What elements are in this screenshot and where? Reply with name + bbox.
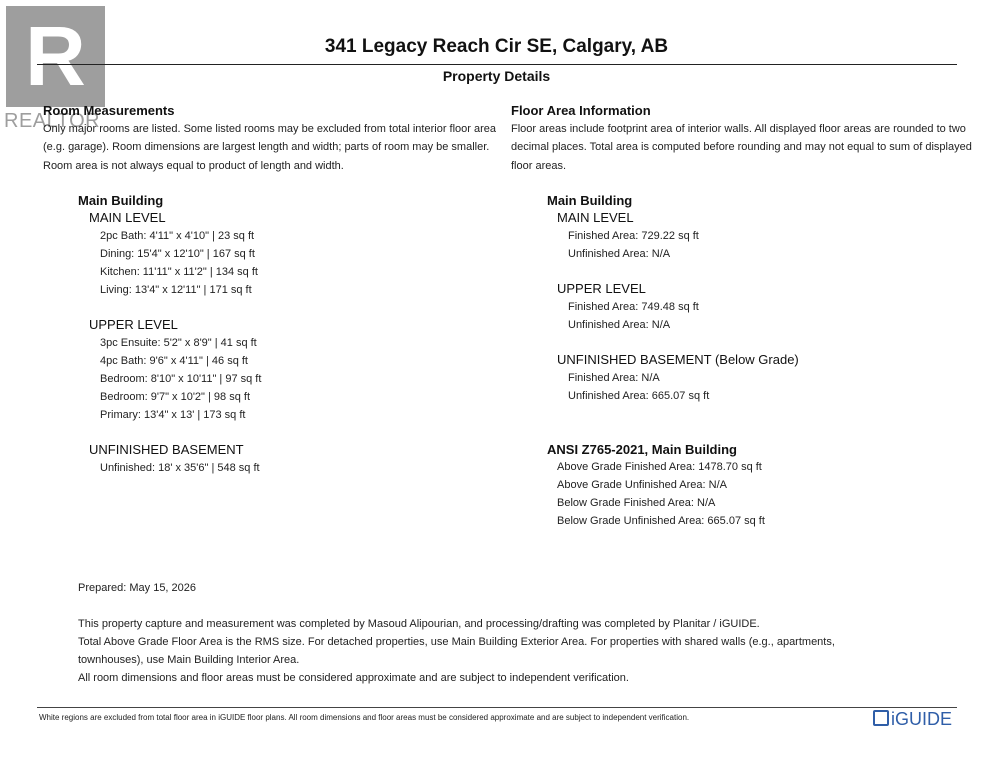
rooms-basement-label: UNFINISHED BASEMENT (89, 442, 244, 457)
iguide-brand-text: iGUIDE (891, 709, 953, 729)
room-item: 3pc Ensuite: 5'2" x 8'9" | 41 sq ft (100, 337, 257, 349)
area-basement-label: UNFINISHED BASEMENT (Below Grade) (557, 352, 799, 367)
desc-line: (e.g. garage). Room dimensions are largest length and width; parts of room may be smaller. (43, 141, 490, 154)
note-line: townhouses), use Main Building Interior Area. (78, 654, 300, 666)
realtor-logo-text: REALTOR (4, 110, 101, 132)
note-line: All room dimensions and floor areas must be considered approximate and are subject to independent verification. (78, 672, 629, 684)
note-line: This property capture and measurement was completed by Masoud Alipourian, and processing/drafting was completed by Planitar / iGUIDE. (78, 618, 760, 630)
area-building-title: Main Building (547, 193, 633, 208)
prepared-date: Prepared: May 15, 2026 (78, 582, 197, 594)
ansi-item: Above Grade Finished Area: 1478.70 sq ft (557, 461, 762, 473)
room-item: Living: 13'4" x 12'11" | 171 sq ft (100, 284, 252, 296)
area-item: Finished Area: 729.22 sq ft (568, 230, 699, 242)
room-item: Bedroom: 9'7" x 10'2" | 98 sq ft (100, 391, 251, 403)
ansi-item: Above Grade Unfinished Area: N/A (557, 479, 727, 491)
area-item: Unfinished Area: N/A (568, 248, 671, 260)
area-item: Unfinished Area: N/A (568, 319, 671, 331)
desc-line: decimal places. Total area is computed before rounding and may not equal to sum of displayed (511, 141, 972, 154)
desc-line: floor areas. (511, 159, 567, 172)
room-item: Kitchen: 11'11" x 11'2" | 134 sq ft (100, 266, 258, 278)
floor-area-title: Floor Area Information (511, 103, 651, 118)
room-item: Bedroom: 8'10" x 10'11" | 97 sq ft (100, 373, 262, 385)
room-item: 4pc Bath: 9'6" x 4'11" | 46 sq ft (100, 355, 248, 367)
note-line: Total Above Grade Floor Area is the RMS size. For detached properties, use Main Building Exterior Area. For properties with shared walls (e.g., apartments, (78, 636, 835, 648)
room-item: 2pc Bath: 4'11" x 4'10" | 23 sq ft (100, 230, 255, 242)
desc-line: Room area is not always equal to product of length and width. (43, 159, 344, 172)
iguide-logo-icon (873, 710, 889, 726)
room-measurements-title: Room Measurements (43, 103, 175, 118)
page-title: 341 Legacy Reach Cir SE, Calgary, AB (324, 36, 669, 57)
iguide-brand (873, 709, 952, 730)
rooms-main-level-label: MAIN LEVEL (89, 210, 166, 225)
floor-area-desc (511, 120, 972, 175)
ansi-item: Below Grade Finished Area: N/A (557, 497, 716, 509)
rooms-building-title: Main Building (78, 193, 164, 208)
notes (78, 615, 958, 687)
room-measurements-desc (43, 120, 496, 175)
ansi-title: ANSI Z765-2021, Main Building (547, 442, 737, 457)
rooms-upper-level-label: UPPER LEVEL (89, 317, 178, 332)
room-item: Unfinished: 18' x 35'6" | 548 sq ft (100, 462, 260, 474)
footer-note: White regions are excluded from total floor area in iGUIDE floor plans. All room dimensions and floor areas must be considered approximate and are subject to independent verification. (39, 713, 690, 722)
area-upper-level-label: UPPER LEVEL (557, 281, 646, 296)
desc-line: Only major rooms are listed. Some listed rooms may be excluded from total interior floor area (43, 123, 497, 135)
area-item: Finished Area: 749.48 sq ft (568, 301, 699, 313)
page-subtitle: Property Details (442, 68, 551, 84)
room-item: Dining: 15'4" x 12'10" | 167 sq ft (100, 248, 255, 260)
room-item: Primary: 13'4" x 13' | 173 sq ft (100, 409, 246, 421)
ansi-item: Below Grade Unfinished Area: 665.07 sq ft (557, 515, 765, 527)
area-item: Finished Area: N/A (568, 372, 660, 384)
realtor-logo-letter: R (25, 9, 86, 103)
desc-line: Floor areas include footprint area of interior walls. All displayed floor areas are rounded to two (511, 123, 966, 135)
area-main-level-label: MAIN LEVEL (557, 210, 634, 225)
area-item: Unfinished Area: 665.07 sq ft (568, 390, 710, 402)
footer-divider (37, 707, 957, 708)
header-divider (37, 64, 957, 65)
